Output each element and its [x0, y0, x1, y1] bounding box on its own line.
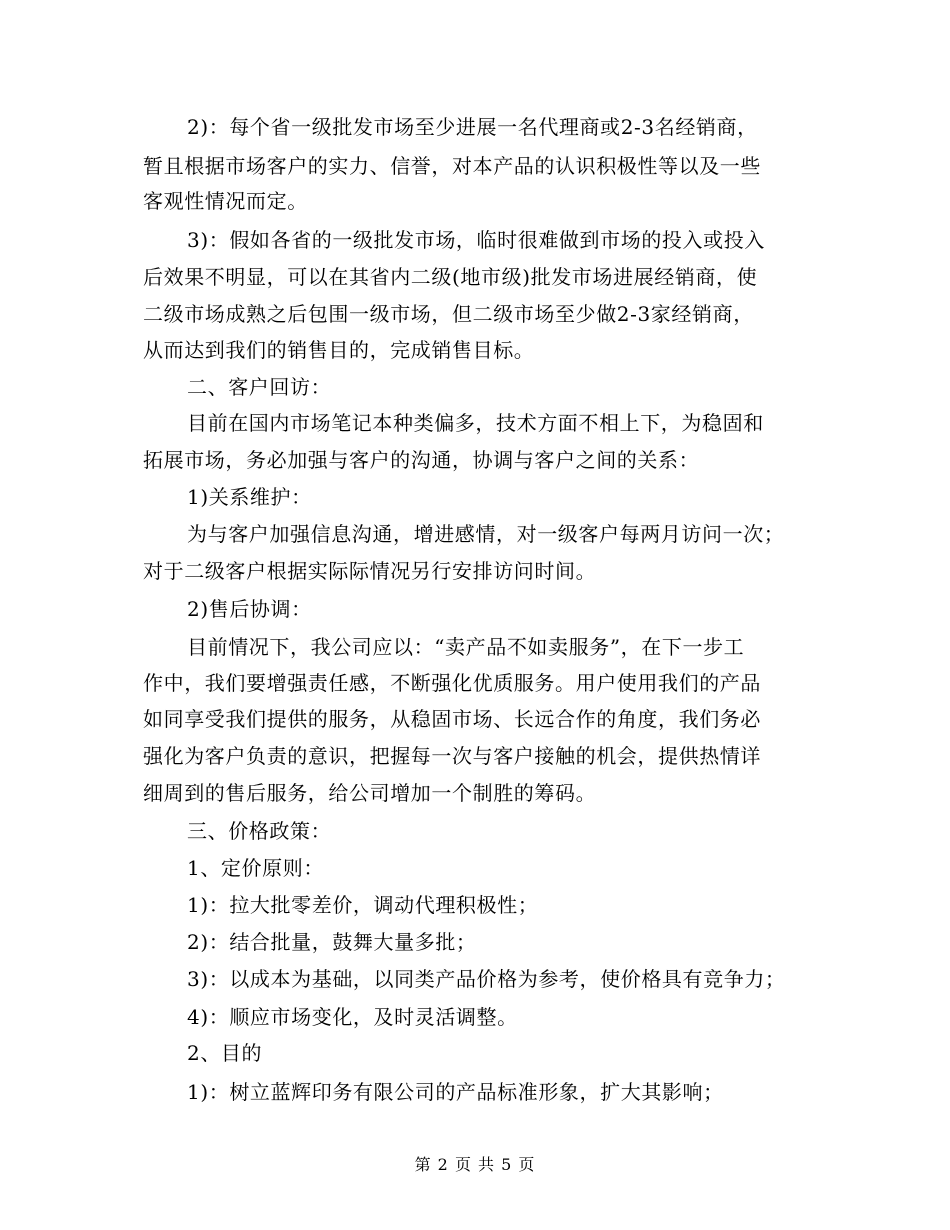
subsection-heading: 2)售后协调：	[187, 597, 312, 621]
paragraph-line: 后效果不明显，可以在其省内二级(地市级)批发市场进展经销商，使	[143, 265, 758, 289]
paragraph-line: 二级市场成熟之后包围一级市场，但二级市场至少做2-3家经销商，	[143, 302, 754, 326]
paragraph-line: 强化为客户负责的意识，把握每一次与客户接触的机会，提供热情详	[143, 744, 761, 768]
paragraph-line: 暂且根据市场客户的实力、信誉，对本产品的认识积极性等以及一些	[143, 154, 761, 178]
section-heading: 二、客户回访：	[187, 375, 332, 399]
list-item: 1)：拉大批零差价，调动代理积极性；	[187, 893, 539, 917]
paragraph-line: 2)：每个省一级批发市场至少进展一名代理商或2-3名经销商，	[187, 115, 758, 139]
paragraph-line: 如同享受我们提供的服务，从稳固市场、长远合作的角度，我们务必	[143, 707, 761, 731]
list-item: 2)：结合批量，鼓舞大量多批；	[187, 930, 477, 954]
paragraph-line: 细周到的售后服务，给公司增加一个制胜的筹码。	[143, 781, 597, 805]
paragraph-line: 3)：假如各省的一级批发市场，临时很难做到市场的投入或投入	[187, 228, 765, 252]
paragraph-line: 目前情况下，我公司应以：“卖产品不如卖服务”，在下一步工	[187, 635, 745, 659]
paragraph-line: 对于二级客户根据实际际情况另行安排访问时间。	[143, 559, 597, 583]
paragraph-line: 拓展市场，务必加强与客户的沟通，协调与客户之间的关系：	[143, 448, 700, 472]
section-heading: 三、价格政策：	[187, 819, 332, 843]
page-number-footer: 第 2 页 共 5 页	[414, 1155, 536, 1174]
list-item: 3)：以成本为基础，以同类产品价格为参考，使价格具有竞争力；	[187, 967, 786, 991]
paragraph-line: 从而达到我们的销售目的，完成销售目标。	[143, 338, 535, 362]
paragraph-line: 目前在国内市场笔记本种类偏多，技术方面不相上下，为稳固和	[187, 411, 764, 435]
paragraph-line: 作中，我们要增强责任感，不断强化优质服务。用户使用我们的产品	[143, 671, 761, 695]
paragraph-line: 为与客户加强信息沟通，增进感情，对一级客户每两月访问一次；	[187, 522, 785, 546]
list-item: 4)：顺应市场变化，及时灵活调整。	[187, 1005, 518, 1029]
list-item: 1)：树立蓝辉印务有限公司的产品标准形象，扩大其影响；	[187, 1080, 724, 1104]
subsection-heading: 1、定价原则：	[187, 856, 324, 880]
subsection-heading: 2、目的	[187, 1041, 263, 1065]
subsection-heading: 1)关系维护：	[187, 485, 312, 509]
paragraph-line: 客观性情况而定。	[143, 189, 308, 213]
